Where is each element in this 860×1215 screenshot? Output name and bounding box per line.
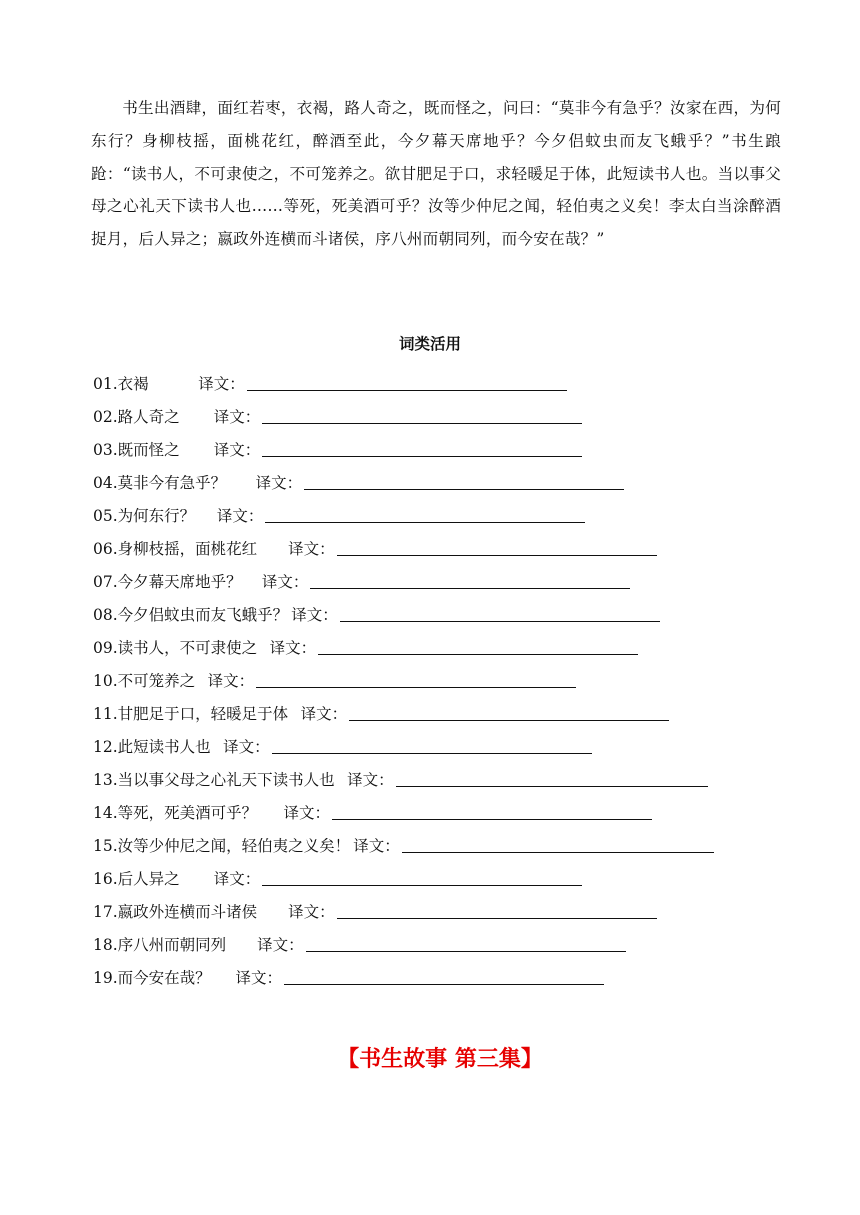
translation-label: 译文： [288, 540, 335, 558]
translation-label: 译文： [198, 375, 245, 393]
exercise-item-19 [93, 956, 793, 989]
exercise-item-12 [93, 725, 793, 758]
exercise-phrase: 嬴政外连横而斗诸侯 [117, 903, 258, 921]
translation-label: 译文： [288, 903, 335, 921]
exercise-number: 06. [93, 540, 118, 558]
exercise-item-10 [93, 659, 793, 692]
exercise-phrase: 今夕幕天席地乎？ [117, 573, 242, 591]
translation-label: 译文： [353, 837, 400, 855]
exercise-number: 16. [93, 870, 118, 888]
exercise-number: 09. [93, 639, 118, 657]
exercise-phrase: 当以事父母之心礼天下读书人也 [117, 771, 335, 789]
exercise-item-08 [93, 593, 793, 626]
translation-label: 译文： [235, 969, 282, 987]
exercise-item-18 [93, 923, 793, 956]
translation-label: 译文： [261, 573, 309, 591]
exercise-phrase: 为何东行？ [117, 507, 196, 525]
exercise-number: 19. [93, 969, 118, 987]
exercise-number: 15. [93, 837, 118, 855]
exercise-phrase: 读书人，不可隶使之 [117, 639, 258, 657]
exercise-phrase: 身柳枝摇，面桃花红 [117, 540, 258, 558]
answer-blank-line[interactable] [349, 719, 669, 721]
exercise-number: 10. [93, 672, 118, 690]
answer-blank-line[interactable] [337, 917, 657, 919]
exercise-phrase: 不可笼养之 [117, 672, 196, 690]
answer-blank-line[interactable] [247, 389, 567, 391]
answer-blank-line[interactable] [262, 455, 582, 457]
exercise-phrase: 而今安在哉？ [117, 969, 211, 987]
translation-label: 译文： [269, 639, 317, 657]
answer-blank-line[interactable] [265, 521, 585, 523]
translation-label: 译文： [291, 606, 338, 624]
translation-label: 译文： [283, 804, 331, 822]
exercise-phrase: 等死，死美酒可乎？ [117, 804, 258, 822]
answer-blank-line[interactable] [332, 818, 652, 820]
answer-blank-line[interactable] [272, 752, 592, 754]
exercise-phrase: 路人奇之 [117, 408, 180, 426]
answer-blank-line[interactable] [304, 488, 624, 490]
answer-blank-line[interactable] [262, 884, 582, 886]
exercise-phrase: 序八州而朝同列 [117, 936, 227, 954]
exercise-item-06 [93, 527, 793, 560]
exercise-phrase: 衣褐 [117, 375, 149, 393]
translation-label: 译文： [213, 441, 261, 459]
exercise-number: 04. [93, 474, 118, 492]
translation-label: 译文： [223, 738, 270, 756]
exercise-number: 07. [93, 573, 118, 591]
exercise-item-01 [93, 362, 793, 395]
translation-label: 译文： [207, 672, 255, 690]
exercise-item-11 [93, 692, 793, 725]
exercise-number: 01. [93, 375, 118, 393]
exercise-item-17 [93, 890, 793, 923]
exercise-number: 12. [93, 738, 118, 756]
exercise-number: 18. [93, 936, 118, 954]
translation-label: 译文： [216, 507, 264, 525]
exercise-phrase: 既而怪之 [117, 441, 180, 459]
answer-blank-line[interactable] [340, 620, 660, 622]
answer-blank-line[interactable] [318, 653, 638, 655]
exercise-number: 08. [93, 606, 118, 624]
exercise-number: 03. [93, 441, 118, 459]
answer-blank-line[interactable] [306, 950, 626, 952]
exercise-number: 13. [93, 771, 118, 789]
answer-blank-line[interactable] [262, 422, 582, 424]
translation-label: 译文： [347, 771, 394, 789]
exercise-number: 14. [93, 804, 118, 822]
exercise-item-04 [93, 461, 793, 494]
exercise-number: 17. [93, 903, 118, 921]
exercise-list [93, 362, 793, 989]
translation-label: 译文： [255, 474, 303, 492]
passage-text: 书生出酒肆，面红若枣，衣褐，路人奇之，既而怪之，问曰：“莫非今有急乎？汝家在西，为何东行？身柳枝摇，面桃花红，醉酒至此，今夕幕天席地乎？今夕侣蚊虫而友飞蛾乎？”书生踉跄：“读书人，不可隶使之，不可笼养之。欲甘肥足于口，求轻暖足于体，此短读书人也。当以事父母之心礼天下读书人也……等死，死美酒可乎？汝等少仲尼之闻，轻伯夷之义矣！李太白当涂醉酒捉月，后人异之；嬴政外连横而斗诸侯，序八州而朝同列，而今安在哉？” [91, 99, 781, 249]
exercise-phrase: 后人异之 [117, 870, 180, 888]
exercise-item-13 [93, 758, 793, 791]
translation-label: 译文： [213, 870, 261, 888]
exercise-phrase: 汝等少仲尼之闻，轻伯夷之义矣！ [117, 837, 351, 855]
translation-label: 译文： [300, 705, 348, 723]
exercise-phrase: 莫非今有急乎？ [117, 474, 227, 492]
exercise-item-07 [93, 560, 793, 593]
exercise-phrase: 甘肥足于口，轻暖足于体 [117, 705, 289, 723]
exercise-item-14 [93, 791, 793, 824]
exercise-item-09 [93, 626, 793, 659]
answer-blank-line[interactable] [256, 686, 576, 688]
exercise-number: 11. [93, 705, 118, 723]
exercise-item-16 [93, 857, 793, 890]
answer-blank-line[interactable] [284, 983, 604, 985]
exercise-phrase: 此短读书人也 [117, 738, 211, 756]
exercise-item-03 [93, 428, 793, 461]
answer-blank-line[interactable] [310, 587, 630, 589]
translation-label: 译文： [213, 408, 261, 426]
exercise-phrase: 今夕侣蚊虫而友飞蛾乎？ [117, 606, 289, 624]
answer-blank-line[interactable] [337, 554, 657, 556]
answer-blank-line[interactable] [402, 851, 714, 853]
exercise-item-15 [93, 824, 793, 857]
story-episode-title: 【书生故事 第三集】 [337, 1047, 543, 1072]
exercise-item-02 [93, 395, 793, 428]
exercise-number: 05. [93, 507, 118, 525]
exercise-number: 02. [93, 408, 118, 426]
translation-label: 译文： [257, 936, 304, 954]
answer-blank-line[interactable] [396, 785, 708, 787]
exercise-item-05 [93, 494, 793, 527]
section-title: 词类活用 [398, 335, 461, 353]
